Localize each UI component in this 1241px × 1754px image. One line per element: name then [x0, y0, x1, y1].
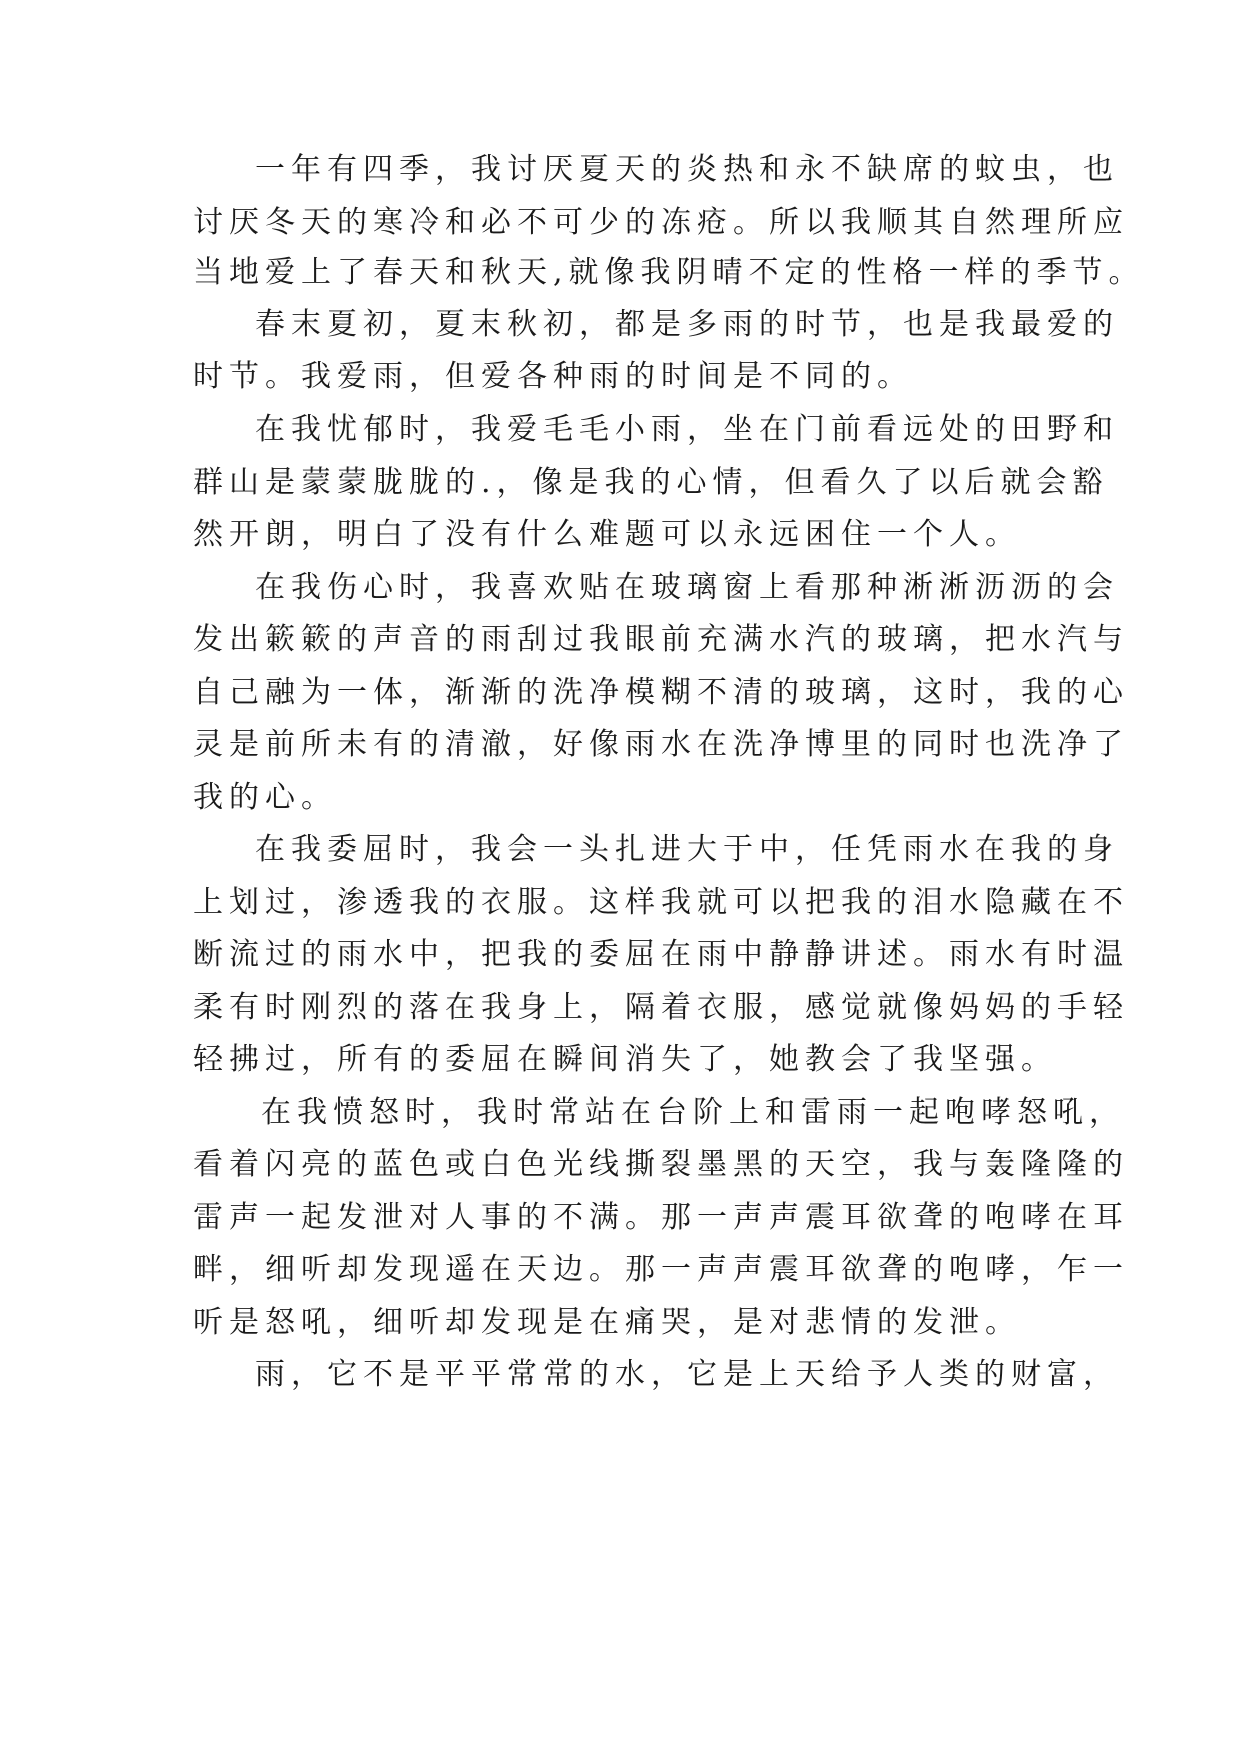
paragraph-5-line-2: 上划过，渗透我的衣服。这样我就可以把我的泪水隐藏在不 [193, 885, 1129, 920]
paragraph-4-line-2: 发出簌簌的声音的雨刮过我眼前充满水汽的玻璃，把水汽与 [193, 622, 1129, 657]
paragraph-6-line-3: 雷声一起发泄对人事的不满。那一声声震耳欲聋的咆哮在耳 [193, 1200, 1129, 1235]
paragraph-1-line-2: 讨厌冬天的寒冷和必不可少的冻疮。所以我顺其自然理所应 [193, 205, 1129, 240]
paragraph-6-line-2: 看着闪亮的蓝色或白色光线撕裂墨黑的天空，我与轰隆隆的 [193, 1147, 1129, 1182]
paragraph-5-line-4: 柔有时刚烈的落在我身上，隔着衣服，感觉就像妈妈的手轻 [193, 990, 1129, 1025]
paragraph-6-line-4: 畔，细听却发现遥在天边。那一声声震耳欲聋的咆哮，乍一 [193, 1252, 1129, 1287]
paragraph-1-line-3: 当地爱上了春天和秋天,就像我阴晴不定的性格一样的季节。 [193, 255, 1145, 290]
paragraph-3-line-2: 群山是蒙蒙胧胧的.，像是我的心情，但看久了以后就会豁 [193, 465, 1109, 500]
paragraph-5-line-5: 轻拂过，所有的委屈在瞬间消失了，她教会了我坚强。 [193, 1042, 1057, 1077]
paragraph-5-line-1: 在我委屈时，我会一头扎进大于中，任凭雨水在我的身 [255, 832, 1119, 867]
paragraph-4-line-4: 灵是前所未有的清澈，好像雨水在洗净博里的同时也洗净了 [193, 727, 1129, 762]
paragraph-3-line-1: 在我忧郁时，我爱毛毛小雨，坐在门前看远处的田野和 [255, 412, 1119, 447]
paragraph-2-line-2: 时节。我爱雨，但爱各种雨的时间是不同的。 [193, 359, 913, 394]
paragraph-4-line-3: 自己融为一体，渐渐的洗净模糊不清的玻璃，这时，我的心 [193, 675, 1129, 710]
paragraph-6-line-1: 在我愤怒时，我时常站在台阶上和雷雨一起咆哮怒吼， [261, 1095, 1125, 1130]
paragraph-1-line-1: 一年有四季，我讨厌夏天的炎热和永不缺席的蚊虫，也 [255, 152, 1119, 187]
paragraph-7-line-1: 雨，它不是平平常常的水，它是上天给予人类的财富， [255, 1357, 1119, 1392]
paragraph-6-line-5: 听是怒吼，细听却发现是在痛哭，是对悲情的发泄。 [193, 1305, 1021, 1340]
paragraph-3-line-3: 然开朗，明白了没有什么难题可以永远困住一个人。 [193, 517, 1021, 552]
paragraph-4-line-5: 我的心。 [193, 780, 337, 815]
paragraph-2-line-1: 春末夏初，夏末秋初，都是多雨的时节，也是我最爱的 [255, 307, 1119, 342]
paragraph-4-line-1: 在我伤心时，我喜欢贴在玻璃窗上看那种淅淅沥沥的会 [255, 570, 1119, 605]
paragraph-5-line-3: 断流过的雨水中，把我的委屈在雨中静静讲述。雨水有时温 [193, 937, 1129, 972]
